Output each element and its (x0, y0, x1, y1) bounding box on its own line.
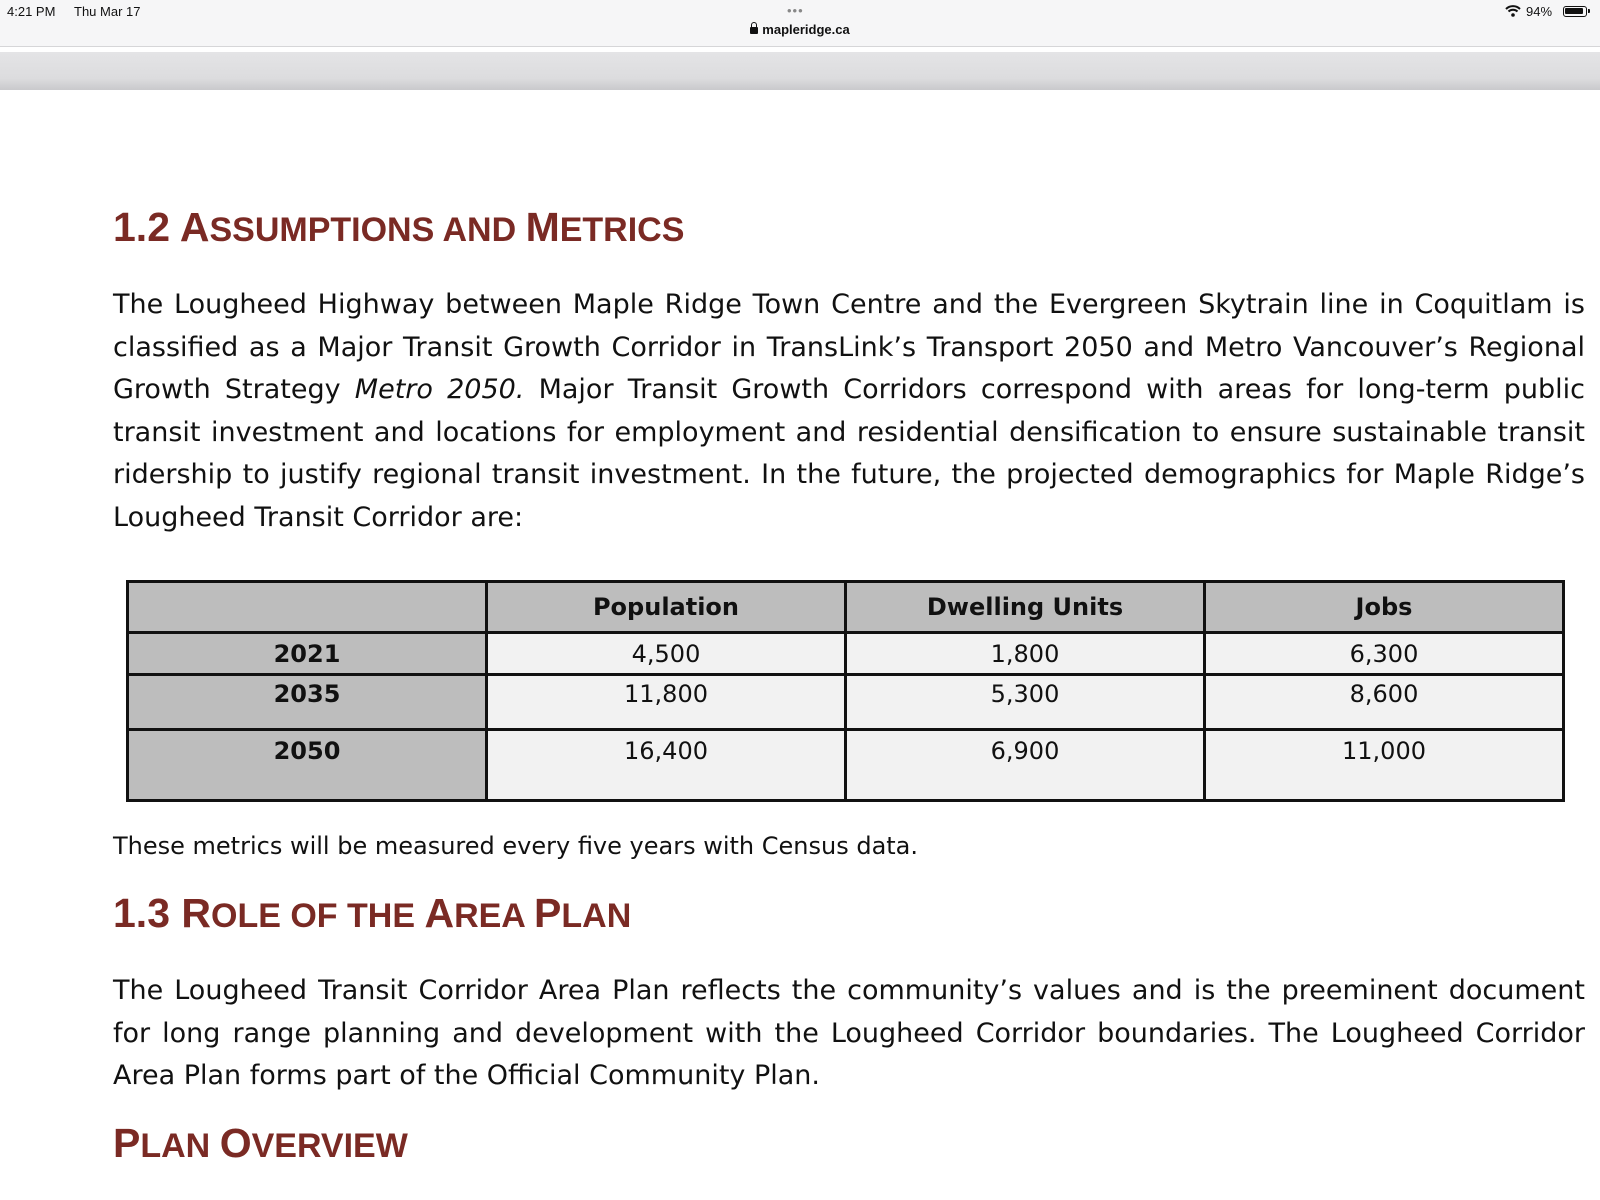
cell-population: 4,500 (487, 633, 846, 675)
metrics-note: These metrics will be measured every five years with Census data. (113, 832, 919, 860)
document-page (0, 90, 1600, 1200)
section-1-2-paragraph: The Lougheed Highway between Maple Ridge Town Centre and the Evergreen Skytrain line in Coquitlam is classified as a Major Transit Growth Corridor in TransLink’s Transport 2050 and Metro Vancouver’s Regional Growth Strategy Metro 2050. Major Transit Growth Corridors correspond with areas for long-term public transit investment and locations for employment and residential densification to ensure sustainable transit ridership to justify regional transit investment. In the future, the projected demographics for Maple Ridge’s Lougheed Transit Corridor are: (113, 289, 1585, 533)
table-header-dwelling-units: Dwelling Units (846, 582, 1205, 633)
cell-dwelling-units: 5,300 (846, 675, 1205, 730)
cell-jobs: 8,600 (1205, 675, 1564, 730)
cell-dwelling-units: 1,800 (846, 633, 1205, 675)
lock-icon (750, 27, 758, 34)
wifi-icon (1505, 4, 1521, 18)
status-time: 4:21 PM (7, 4, 56, 19)
table-row (128, 675, 1564, 730)
browser-toolbar (0, 52, 1600, 90)
metrics-table (126, 580, 1565, 802)
metro-2050-title: Metro 2050. (354, 374, 525, 405)
battery-icon (1563, 6, 1587, 17)
multitasking-dots-icon[interactable]: ••• (787, 3, 804, 18)
status-date: Thu Mar 17 (74, 4, 141, 19)
table-row (128, 730, 1564, 801)
row-year: 2035 (128, 675, 487, 730)
table-header-row (128, 582, 1564, 633)
url-text: mapleridge.ca (762, 22, 850, 37)
cell-jobs: 11,000 (1205, 730, 1564, 801)
row-year: 2021 (128, 633, 487, 675)
status-bar (0, 0, 1600, 47)
table-header-jobs: Jobs (1205, 582, 1564, 633)
cell-population: 11,800 (487, 675, 846, 730)
section-1-2-heading: 1.2 ASSUMPTIONS AND METRICS (113, 204, 685, 250)
cell-population: 16,400 (487, 730, 846, 801)
battery-percent: 94% (1526, 4, 1553, 19)
cell-jobs: 6,300 (1205, 633, 1564, 675)
table-header-blank (128, 582, 487, 633)
plan-overview-heading: PLAN OVERVIEW (113, 1120, 408, 1166)
section-1-3-heading: 1.3 ROLE OF THE AREA PLAN (113, 890, 632, 936)
table-header-population: Population (487, 582, 846, 633)
table-row (128, 633, 1564, 675)
row-year: 2050 (128, 730, 487, 801)
address-bar[interactable] (0, 22, 1600, 37)
cell-dwelling-units: 6,900 (846, 730, 1205, 801)
section-1-3-paragraph: The Lougheed Transit Corridor Area Plan reflects the community’s values and is the preeminent document for long range planning and development with the Lougheed Corridor boundaries. The Lougheed Corridor Area Plan forms part of the Official Community Plan. (113, 975, 1585, 1091)
